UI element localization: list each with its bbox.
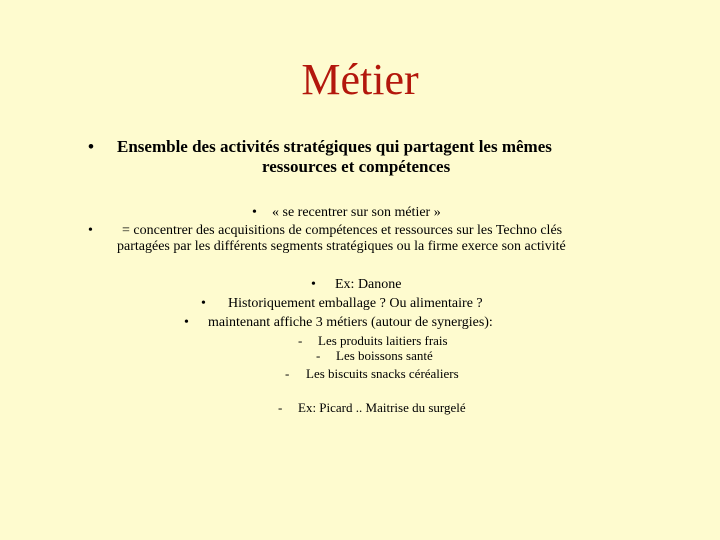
danone-history: Historiquement emballage ? Ou alimentaire ? (228, 296, 483, 311)
dash-icon: - (278, 400, 283, 415)
dash-icon: - (298, 333, 303, 348)
point2-line2: = concentrer des acquisitions de compétences et ressources sur les Techno clés (122, 223, 563, 238)
bullet-icon: • (311, 277, 316, 292)
dash-icon: - (285, 366, 290, 381)
picard-example: Ex: Picard .. Maitrise du surgelé (298, 400, 466, 415)
point2-quote: « se recentrer sur son métier » (272, 205, 441, 220)
bullet-icon: • (88, 137, 94, 156)
dash-icon: - (316, 348, 321, 363)
slide-title: Métier (301, 55, 419, 104)
bullet-icon: • (201, 296, 206, 311)
point1-line2: ressources et compétences (262, 157, 451, 176)
metier-item: Les boissons santé (336, 348, 433, 363)
danone-example: Ex: Danone (335, 277, 402, 292)
point2-line3: partagées par les différents segments stratégiques ou la firme exerce son activité (117, 239, 566, 254)
point1-line1: Ensemble des activités stratégiques qui partagent les mêmes (117, 137, 552, 156)
metier-item: Les produits laitiers frais (318, 333, 448, 348)
bullet-icon: • (88, 223, 93, 238)
danone-now: maintenant affiche 3 métiers (autour de synergies): (208, 315, 493, 330)
bullet-icon: • (184, 315, 189, 330)
metier-item: Les biscuits snacks céréaliers (306, 366, 459, 381)
bullet-icon: • (252, 205, 257, 220)
